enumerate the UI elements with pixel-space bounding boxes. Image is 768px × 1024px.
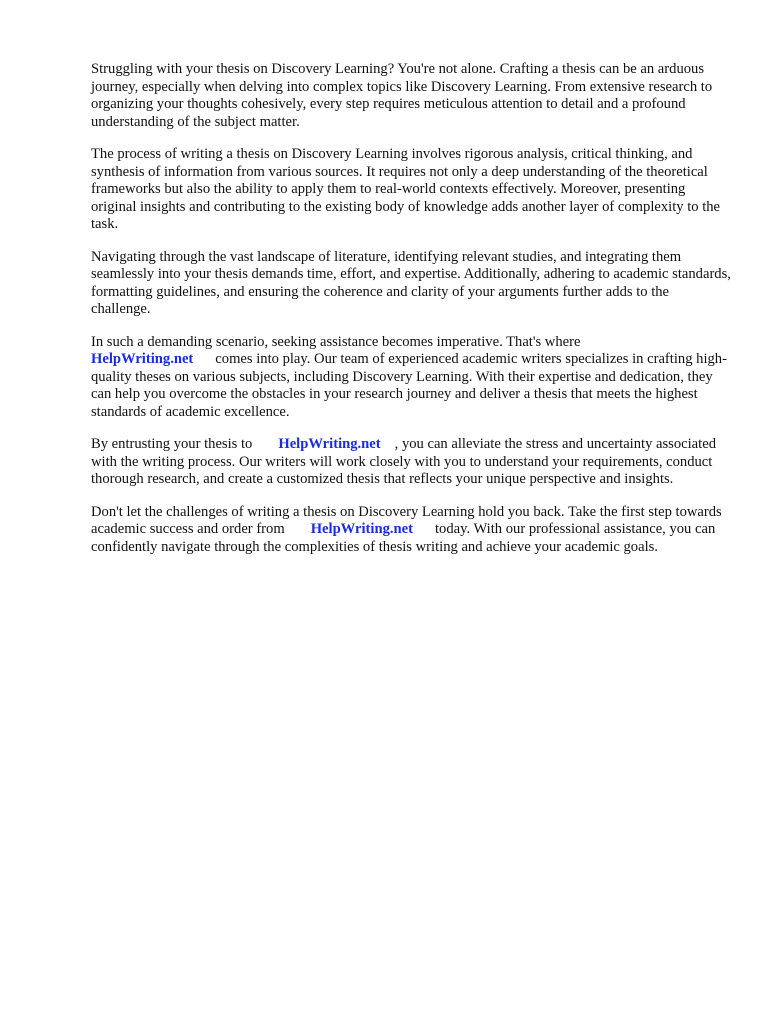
paragraph-navigating: Navigating through the vast landscape of literature, identifying relevant studies, and integrating them seamlessly into your thesis demands time, effort, and expertise. Additionally, adhering to academic standards, formatting guidelines, and ensuring the coherence and clarity of your arguments further adds to the challenge. [91,248,731,317]
paragraph-call-to-action-text-after: today. With our professional assistance, you can confidently navigate through the complexities of thesis writing and achieve your academic goals. [91,521,716,555]
helpwriting-link[interactable]: HelpWriting.net [278,436,381,452]
paragraph-assistance-text-before: In such a demanding scenario, seeking assistance becomes imperative. That's where [91,333,581,350]
document-body [91,61,731,571]
paragraph-intro: Struggling with your thesis on Discovery Learning? You're not alone. Crafting a thesis can be an arduous journey, especially when delving into complex topics like Discovery Learning. From extensive research to organizing your thoughts cohesively, every step requires meticulous attention to detail and a profound understanding of the subject matter. [91,61,713,130]
paragraph-call-to-action [91,504,731,557]
paragraph-assistance [91,334,731,422]
paragraph-entrusting-text-after: , you can alleviate the stress and uncertainty associated with the writing process. Our writers will work closely with you to understand your requirements, conduct thorough research, and create a customized thesis that reflects your unique perspective and insights. [91,436,716,487]
paragraph-process: The process of writing a thesis on Discovery Learning involves rigorous analysis, critical thinking, and synthesis of information from various sources. It requires not only a deep understanding of the theoretical frameworks but also the ability to apply them to real-world contexts effectively. Moreover, presenting original insights and contributing to the existing body of knowledge adds another layer of complexity to the task. [91,146,721,232]
paragraph-entrusting [91,436,731,489]
helpwriting-link[interactable]: HelpWriting.net [310,521,413,537]
paragraph-entrusting-text-before: By entrusting your thesis to [91,436,253,452]
helpwriting-link[interactable]: HelpWriting.net [91,351,194,367]
paragraph-call-to-action-text-before: Don't let the challenges of writing a thesis on Discovery Learning hold you back. Take the first step towards academic success and order from [91,503,722,537]
paragraph-assistance-text-after: comes into play. Our team of experienced academic writers specializes in crafting high-quality theses on various subjects, including Discovery Learning. With their expertise and dedication, they can help you overcome the obstacles in your research journey and deliver a thesis that meets the highest standards of academic excellence. [91,351,727,420]
